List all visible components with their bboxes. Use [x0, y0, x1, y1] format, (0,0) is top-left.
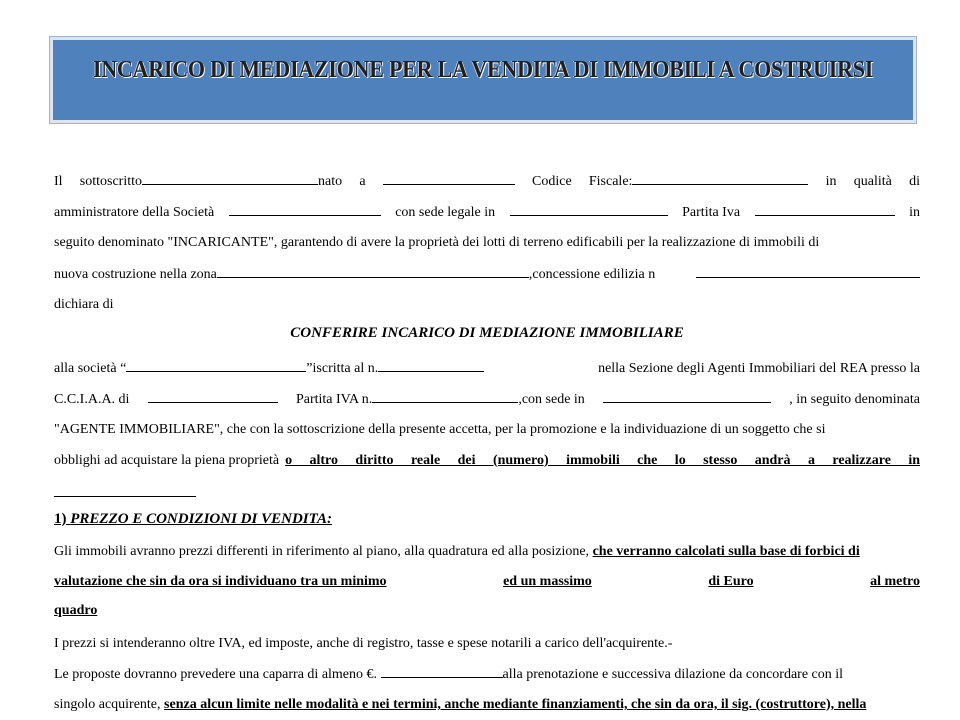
section-1-line-5 [54, 665, 920, 683]
text: ed un massimo [503, 574, 592, 589]
section-1-line-4 [54, 635, 920, 652]
text: con sede legale in [395, 205, 496, 220]
paragraph-1-line-3 [54, 234, 920, 251]
iscrizione-numero-blank[interactable] [378, 359, 484, 372]
paragraph-1-line-2 [54, 203, 920, 221]
section-1-line-1 [54, 543, 920, 560]
text: singolo acquirente, [54, 697, 161, 712]
paragraph-2-line-2 [54, 390, 920, 408]
paragraph-1-line-4 [54, 265, 920, 283]
text: C.C.I.A.A. di [54, 392, 130, 407]
section-1-line-2 [54, 573, 920, 590]
text: dichiara di [54, 297, 114, 312]
text: Gli immobili avranno prezzi differenti in riferimento al piano, alla quadratura ed alla posizione, [54, 544, 590, 559]
text: quadro [54, 603, 98, 618]
localita-blank[interactable] [54, 496, 196, 497]
codice-fiscale-blank[interactable] [632, 172, 808, 185]
text: al metro [870, 574, 920, 589]
text: Codice [532, 174, 572, 189]
text: Fiscale: [589, 172, 809, 190]
text: obblighi ad acquistare la piena proprietà [54, 453, 280, 468]
text: Il [54, 174, 63, 189]
text: Partita Iva [682, 205, 741, 220]
text: Partita IVA n. ,con sede in [295, 392, 585, 407]
text: alla società “ ”iscritta al n. [54, 359, 484, 377]
text: nella Sezione degli Agenti Immobiliari del REA presso la [598, 361, 920, 376]
section-1-line-3 [54, 602, 920, 619]
section-title: PREZZO E CONDIZIONI DI VENDITA: [70, 511, 332, 527]
concessione-blank[interactable] [696, 265, 920, 278]
text: Le proposte dovranno prevedere una caparra di almeno €. alla prenotazione e successiva dilazione da concordare con il [54, 667, 844, 682]
text: sottoscritto nato [79, 174, 343, 189]
sottoscritto-blank[interactable] [142, 172, 318, 185]
text: in [825, 174, 837, 189]
cciaa-blank[interactable] [148, 390, 278, 403]
heading-conferire-incarico [54, 325, 920, 342]
sede-legale-blank[interactable] [510, 203, 668, 216]
title-banner [50, 37, 916, 123]
text: nuova costruzione nella zona ,concessione edilizia n [54, 267, 656, 282]
section-1-line-6 [54, 696, 920, 713]
heading-text: CONFERIRE INCARICO DI MEDIAZIONE IMMOBILIARE [290, 325, 684, 341]
luogo-nascita-blank[interactable] [383, 172, 515, 185]
paragraph-2-line-1 [54, 359, 920, 377]
text: I prezzi si intenderanno oltre IVA, ed imposte, anche di registro, tasse e spese notarili a carico dell'acquirente.- [54, 636, 673, 651]
text: qualità [853, 174, 892, 189]
text: di Euro [708, 574, 754, 589]
bold-underlined-text: o altro diritto reale dei (numero) immobili che lo stesso andrà a realizzare in [285, 453, 920, 468]
text: , in seguito denominata [789, 392, 920, 407]
paragraph-1-line-1 [54, 172, 920, 190]
text: amministratore della Società [54, 205, 215, 220]
paragraph-1-line-5 [54, 296, 920, 313]
text: "AGENTE IMMOBILIARE", che con la sottoscrizione della presente accetta, per la promozione e la individuazione di un soggetto che si [54, 422, 826, 437]
bold-underlined-text: senza alcun limite nelle modalità e nei termini, anche mediante finanziamenti, che sin da ora, il sig. (costruttore), nella [164, 697, 867, 712]
partita-iva-blank[interactable] [755, 203, 895, 216]
societa-blank[interactable] [229, 203, 381, 216]
bold-underlined-text: che verranno calcolati sulla base di forbici di [592, 544, 860, 559]
text: seguito denominato "INCARICANTE", garantendo di avere la proprietà dei lotti di terreno edificabili per la realizzazione di immobili di [54, 235, 820, 250]
partita-iva-agente-blank[interactable] [372, 390, 518, 403]
text: a [359, 174, 366, 189]
zona-blank[interactable] [217, 265, 529, 278]
text: valutazione che sin da ora si individuano tra un minimo [54, 574, 387, 589]
text: di [909, 174, 920, 189]
paragraph-2-line-3 [54, 421, 920, 438]
caparra-blank[interactable] [381, 665, 503, 678]
section-number: 1) [54, 511, 67, 527]
paragraph-2-line-4 [54, 452, 920, 469]
text: in [909, 205, 920, 220]
sede-agente-blank[interactable] [603, 390, 771, 403]
section-1-heading [54, 511, 920, 528]
document-title: INCARICO DI MEDIAZIONE PER LA VENDITA DI IMMOBILI A COSTRUIRSI [92, 57, 874, 83]
societa-agente-blank[interactable] [126, 359, 306, 372]
